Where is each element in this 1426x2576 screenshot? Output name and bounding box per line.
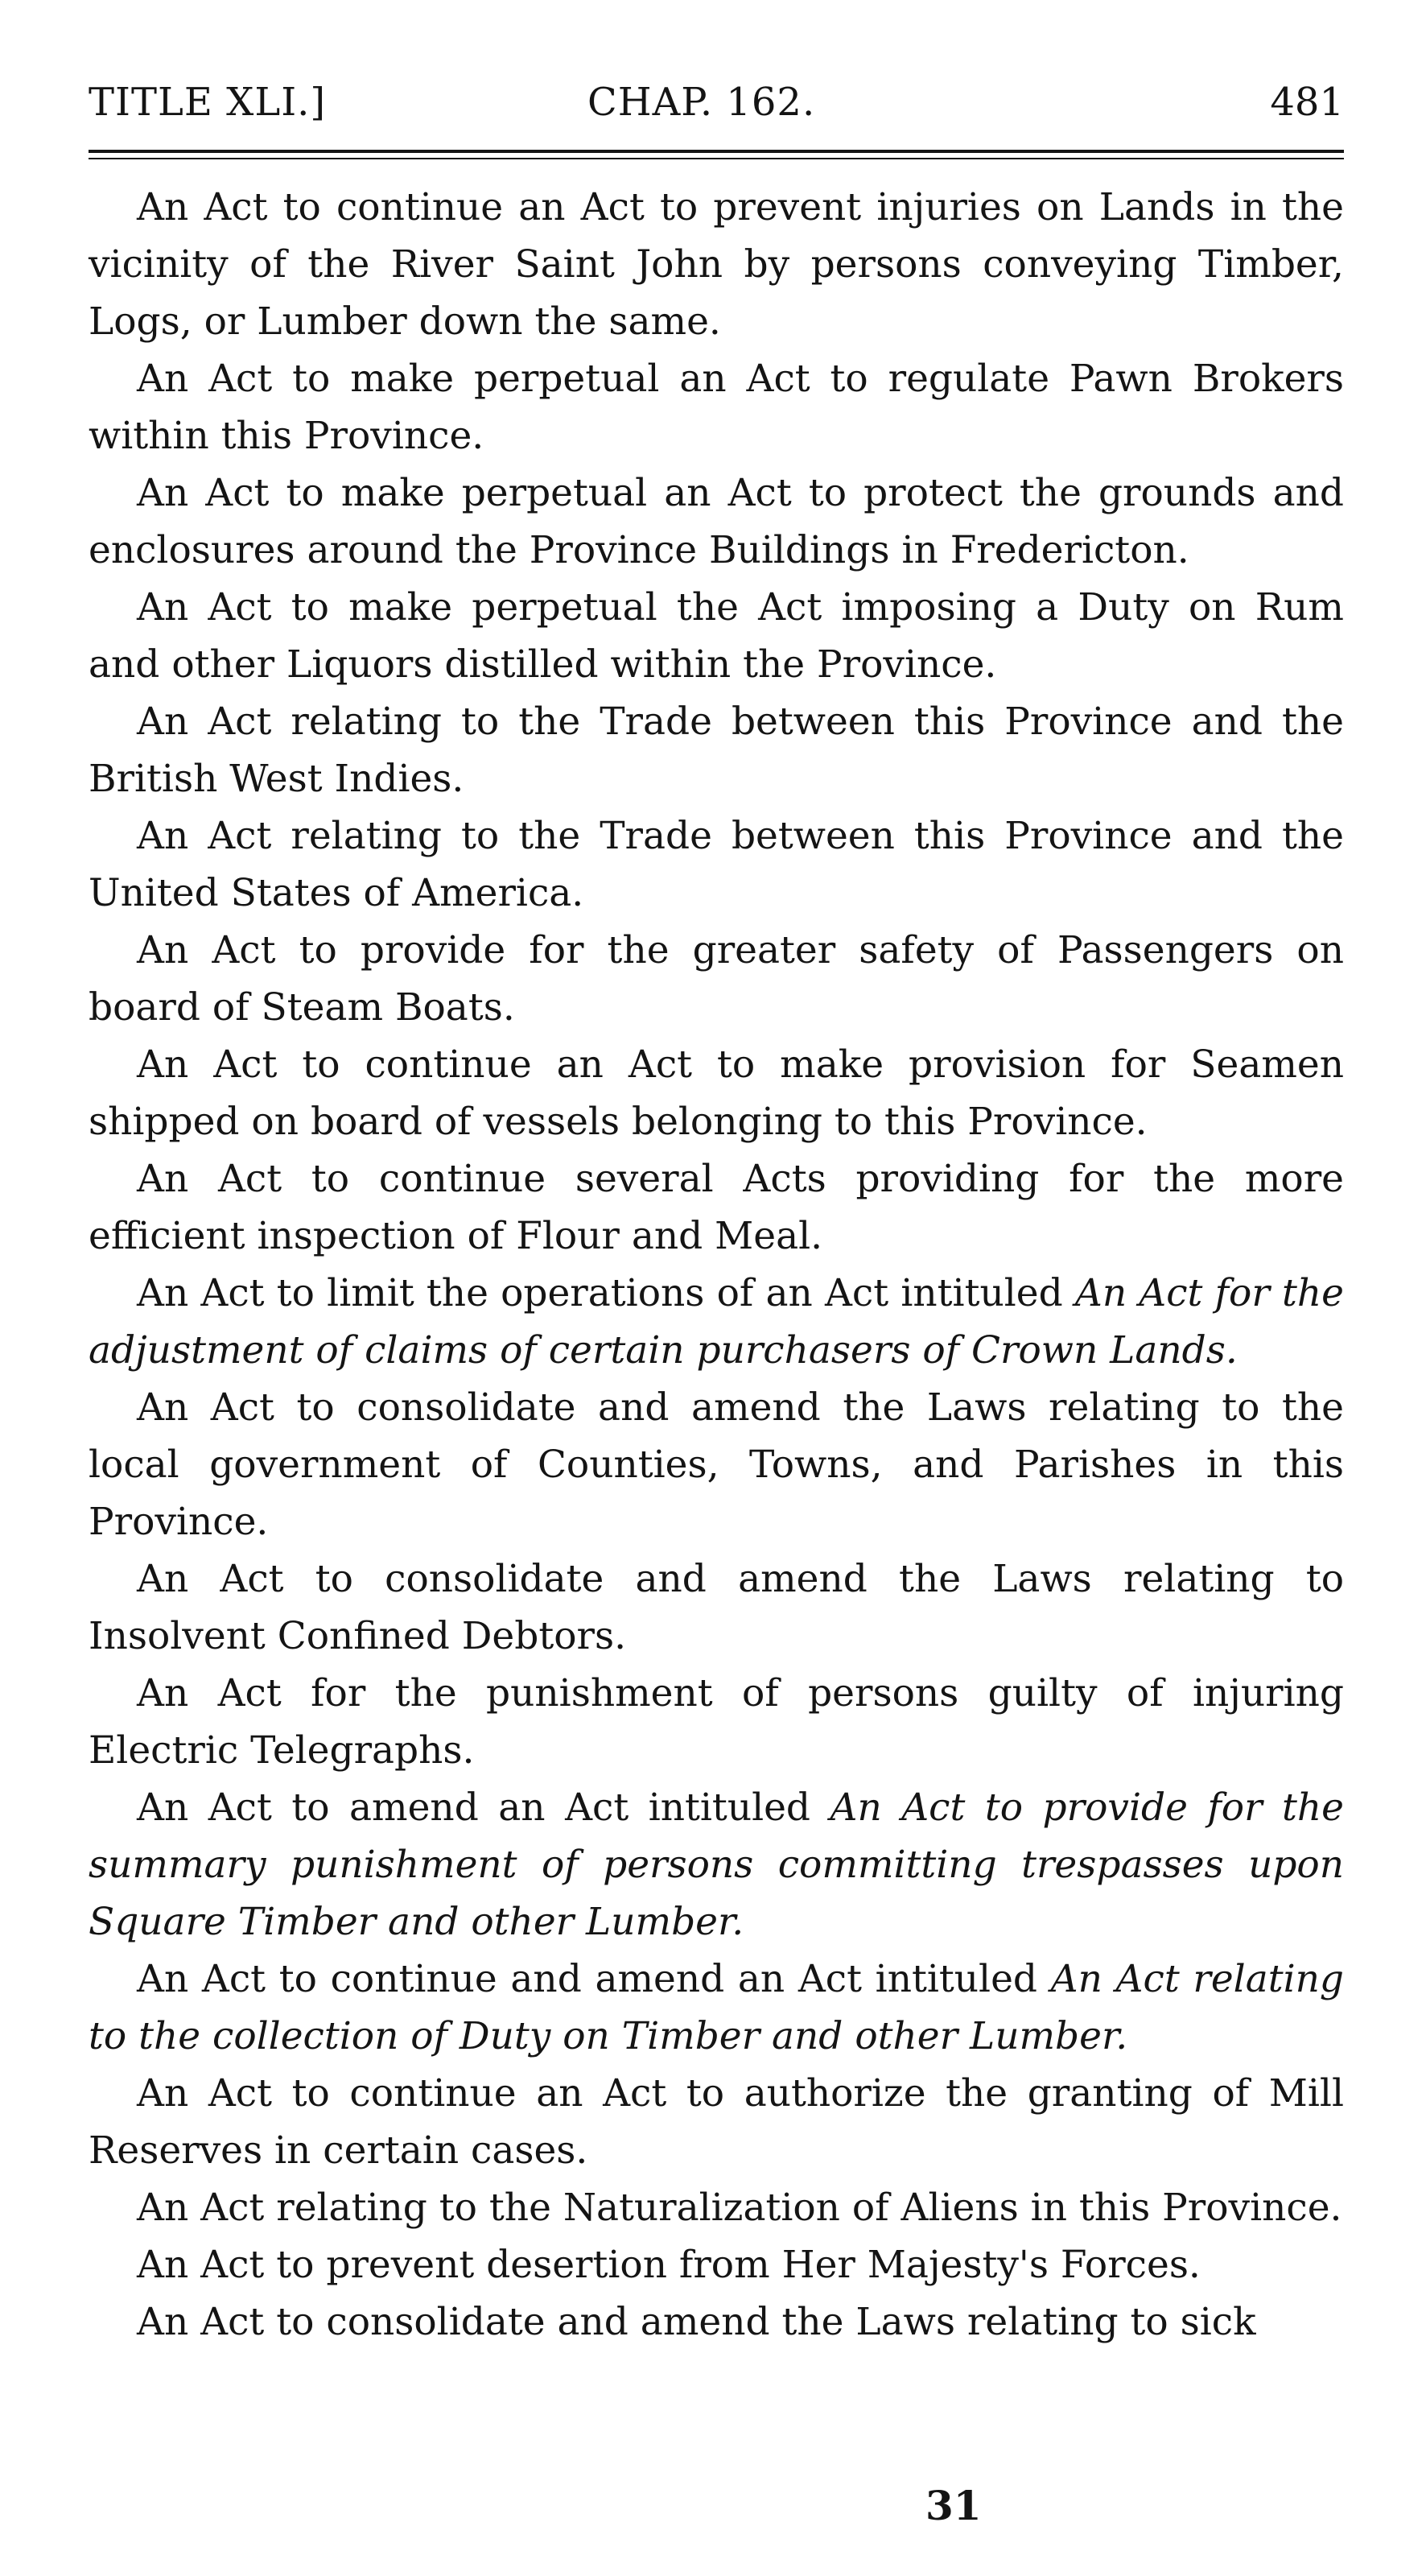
act-entry bbox=[89, 579, 1344, 693]
act-text: An Act to make perpetual the Act imposing a Duty on Rum and other Liquors distilled within the Province. bbox=[89, 585, 1344, 687]
act-entry bbox=[89, 1779, 1344, 1951]
header-rule-thin bbox=[89, 158, 1344, 159]
act-text: An Act to continue an Act to prevent injuries on Lands in the vicinity of the River Saint John by persons conveying Timber, Logs, or Lumber down the same. bbox=[89, 185, 1344, 344]
act-entry bbox=[89, 2293, 1344, 2351]
act-text: An Act to consolidate and amend the Laws relating to the local government of Counties, Towns, and Parishes in this Province. bbox=[89, 1385, 1344, 1544]
act-text: An Act relating to the Trade between this Province and the British West Indies. bbox=[89, 700, 1344, 801]
act-list bbox=[89, 179, 1344, 2351]
header-title: TITLE XLI.] bbox=[89, 80, 327, 125]
running-header bbox=[89, 74, 1344, 130]
act-entry bbox=[89, 1379, 1344, 1550]
act-entry bbox=[89, 1265, 1344, 1379]
act-text: An Act to make perpetual an Act to protect the grounds and enclosures around the Province Buildings in Fredericton. bbox=[89, 471, 1344, 572]
act-text: An Act to amend an Act intituled bbox=[137, 1785, 830, 1830]
act-entry bbox=[89, 807, 1344, 922]
act-text: An Act to provide for the greater safety of Passengers on board of Steam Boats. bbox=[89, 928, 1344, 1030]
act-title-italic: An Act relating to the collection of Duty on Timber and other Lumber. bbox=[89, 1957, 1344, 2058]
act-title-italic: An Act for the adjustment of claims of certain purchasers of Crown Lands. bbox=[89, 1271, 1344, 1373]
act-text: An Act to make perpetual an Act to regulate Pawn Brokers within this Province. bbox=[89, 357, 1344, 458]
signature-mark: 31 bbox=[925, 2482, 982, 2529]
act-text: An Act to continue an Act to make provision for Seamen shipped on board of vessels belonging to this Province. bbox=[89, 1042, 1344, 1144]
act-text: An Act to consolidate and amend the Laws relating to sick bbox=[137, 2300, 1256, 2344]
act-text: An Act to limit the operations of an Act intituled bbox=[137, 1271, 1075, 1315]
act-text: An Act to continue several Acts providing for the more efficient inspection of Flour and Meal. bbox=[89, 1157, 1344, 1258]
act-entry bbox=[89, 693, 1344, 807]
act-entry bbox=[89, 2236, 1344, 2293]
act-text: An Act relating to the Naturalization of Aliens in this Province. bbox=[137, 2186, 1342, 2230]
act-entry bbox=[89, 1665, 1344, 1779]
act-entry bbox=[89, 922, 1344, 1036]
page-number: 481 bbox=[1270, 80, 1344, 125]
act-text: An Act to continue an Act to authorize the granting of Mill Reserves in certain cases. bbox=[89, 2071, 1344, 2173]
act-text: An Act to consolidate and amend the Laws relating to Insolvent Confined Debtors. bbox=[89, 1557, 1344, 1658]
act-entry bbox=[89, 2179, 1344, 2236]
act-text: An Act to prevent desertion from Her Majesty's Forces. bbox=[137, 2243, 1201, 2287]
page bbox=[89, 0, 1344, 2576]
act-text: An Act to continue and amend an Act intituled bbox=[137, 1957, 1051, 2001]
act-title-italic: An Act to provide for the summary punishment of persons committing trespasses upon Square Timber and other Lumber. bbox=[89, 1785, 1344, 1944]
act-entry bbox=[89, 179, 1344, 350]
act-entry bbox=[89, 1550, 1344, 1665]
header-rule bbox=[89, 150, 1344, 153]
act-entry bbox=[89, 1951, 1344, 2065]
act-entry bbox=[89, 1150, 1344, 1265]
act-entry bbox=[89, 1036, 1344, 1150]
act-entry bbox=[89, 2065, 1344, 2179]
header-chapter: CHAP. 162. bbox=[587, 80, 816, 125]
act-text: An Act for the punishment of persons guilty of injuring Electric Telegraphs. bbox=[89, 1671, 1344, 1773]
act-entry bbox=[89, 464, 1344, 579]
act-text: An Act relating to the Trade between this Province and the United States of America. bbox=[89, 814, 1344, 915]
act-entry bbox=[89, 350, 1344, 464]
